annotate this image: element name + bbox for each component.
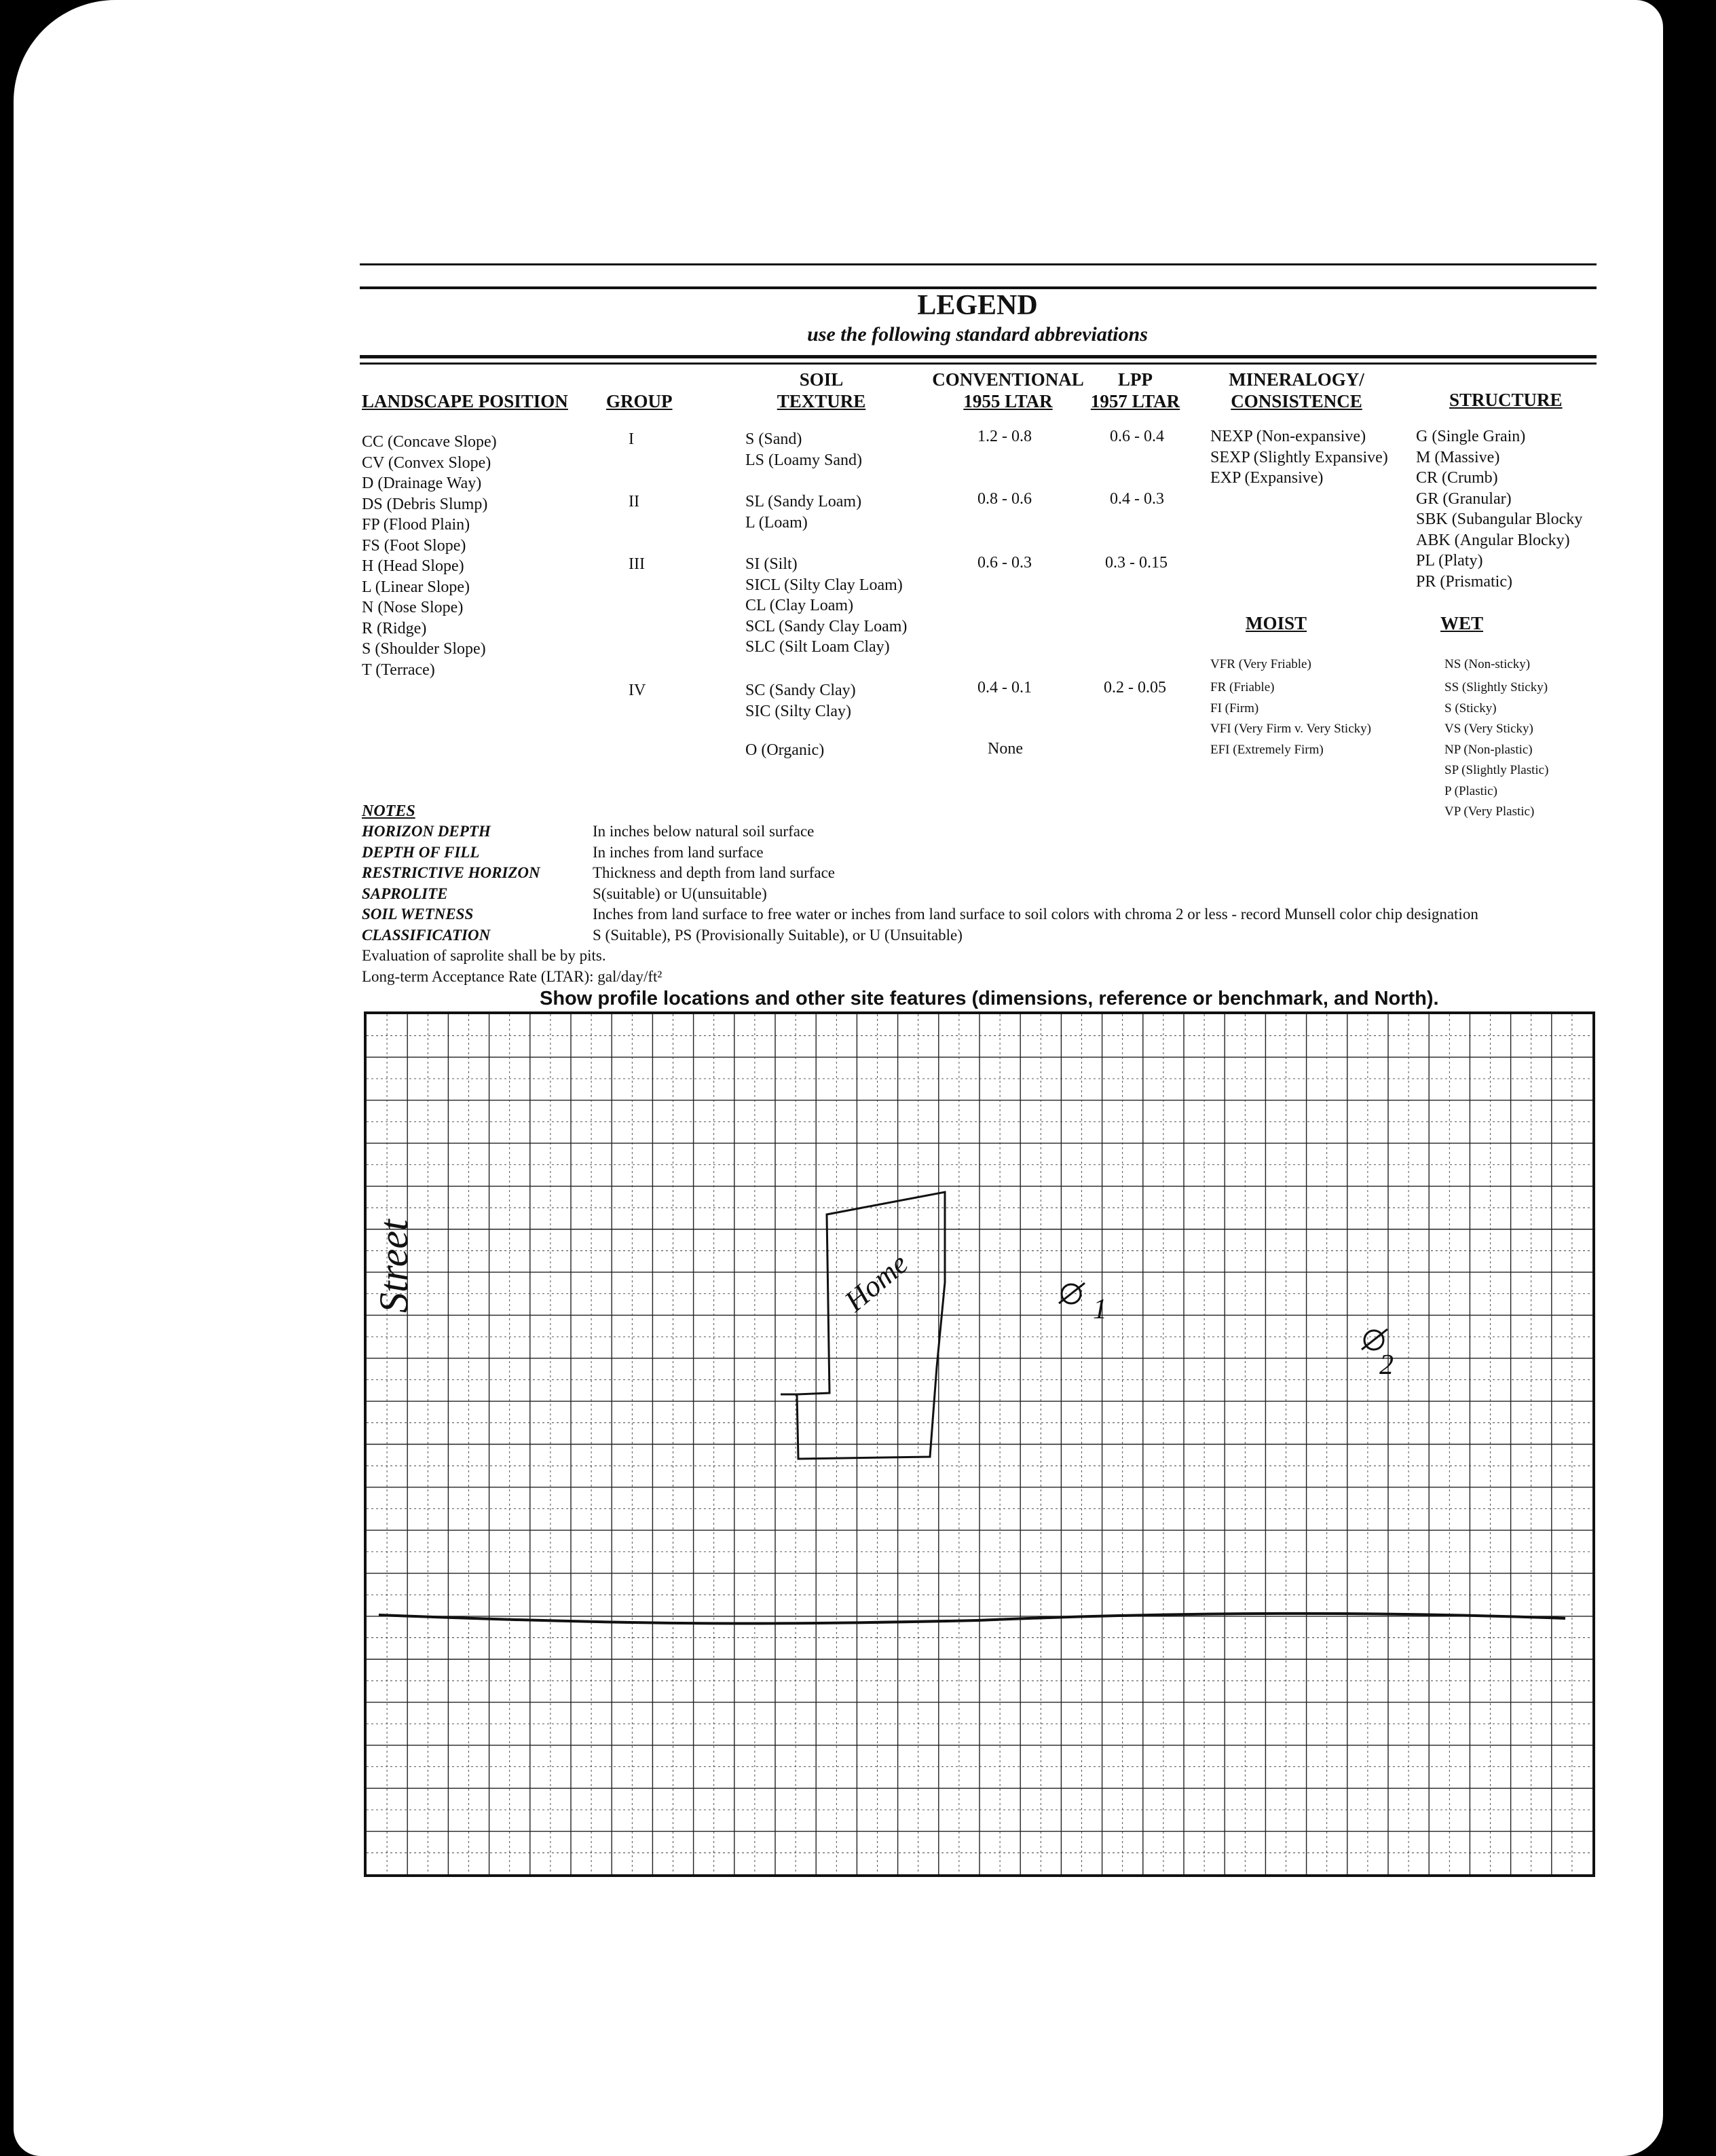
legend-title: LEGEND [917,290,1038,321]
header-lpp-top: LPP [1118,369,1153,390]
wet-item: P (Plastic) [1444,783,1497,798]
note-row [362,904,1478,925]
structure-item: PR (Prismatic) [1416,572,1512,591]
street-line [379,1614,1565,1624]
header-conventional-top: CONVENTIONAL [932,369,1084,390]
header-soil-top: SOIL [799,369,844,390]
landscape-list [362,432,497,680]
header-lpp [1086,369,1185,412]
structure-item: SBK (Subangular Blocky [1416,510,1583,528]
legend-subtitle: use the following standard abbreviations [807,323,1148,346]
moist-list [1210,654,1371,760]
moist-item: EFI (Extremely Firm) [1210,742,1324,757]
soil-texture-g2 [745,491,861,533]
note-saprolite [362,946,1478,967]
header-soil [740,369,903,412]
soil-texture-item: SIC (Silty Clay) [745,702,852,720]
wet-item: VP (Very Plastic) [1444,804,1535,819]
header-lpp-bottom: 1957 LTAR [1090,391,1180,411]
soil-texture-organic: O (Organic) [745,741,825,759]
soil-texture-g3 [745,554,907,658]
landscape-item: CV (Convex Slope) [362,453,491,472]
header-conventional [930,369,1086,412]
soil-texture-item: CL (Clay Loam) [745,597,854,614]
landscape-item: S (Shoulder Slope) [362,640,486,658]
mineralogy-item: EXP (Expansive) [1210,469,1324,487]
profile-1-label: 1 [1093,1294,1107,1325]
mineralogy-item: SEXP (Slightly Expansive) [1210,448,1388,466]
group-i: I [629,430,634,448]
note-row [362,863,1478,884]
moist-item: FI (Firm) [1210,701,1259,715]
note-text: In inches below natural soil surface [593,823,815,840]
conventional-g4: 0.4 - 0.1 [977,679,1032,696]
structure-item: GR (Granular) [1416,489,1512,508]
notes-list [362,821,1478,987]
legend-rule [360,355,1597,358]
header-mineralogy [1198,369,1395,412]
home-outline [781,1192,945,1459]
mineralogy-list [1210,426,1388,489]
header-wet: WET [1440,613,1484,633]
street-label: Street [371,1219,416,1313]
landscape-item: H (Head Slope) [362,557,464,575]
note-saprolite-text: Evaluation of saprolite shall be by pits. [362,947,606,964]
conventional-g2: 0.8 - 0.6 [977,490,1032,508]
soil-texture-item: SICL (Silty Clay Loam) [745,576,903,594]
top-rule [360,263,1597,265]
structure-item: M (Massive) [1416,448,1500,466]
moist-item: VFR (Very Friable) [1210,657,1311,671]
soil-texture-item: S (Sand) [745,430,802,448]
wet-list [1444,654,1548,823]
note-label: SAPROLITE [362,885,448,902]
sketch-instruction: Show profile locations and other site features (dimensions, reference or benchmark, and North). [540,988,1439,1009]
soil-texture-item: SLC (Silt Loam Clay) [745,638,890,656]
note-label: CLASSIFICATION [362,926,491,944]
note-row [362,925,1478,946]
note-label: HORIZON DEPTH [362,823,491,840]
header-landscape: LANDSCAPE POSITION [362,391,568,411]
soil-texture-g1 [745,429,862,470]
wet-item: NS (Non-sticky) [1444,657,1531,671]
note-text: Inches from land surface to free water or inches from land surface to soil colors with chroma 2 or less - record Munsell color chip designation [593,906,1478,923]
soil-texture-item: SL (Sandy Loam) [745,493,862,510]
legend-rule-2 [360,363,1597,365]
header-mineralogy-bottom: CONSISTENCE [1231,391,1362,411]
group-ii: II [629,493,639,510]
note-row [362,884,1478,905]
note-label: DEPTH OF FILL [362,843,480,861]
note-ltar-text: Long-term Acceptance Rate (LTAR): gal/day/ft² [362,967,663,985]
note-text: S (Suitable), PS (Provisionally Suitable), or U (Unsuitable) [593,926,963,944]
soil-texture-item: L (Loam) [745,513,808,532]
header-moist: MOIST [1246,613,1307,633]
moist-item: VFI (Very Firm v. Very Sticky) [1210,722,1371,736]
note-label: RESTRICTIVE HORIZON [362,864,540,881]
header-conventional-bottom: 1955 LTAR [963,391,1053,411]
group-iv: IV [629,682,646,699]
soil-texture-item: SC (Sandy Clay) [745,682,856,699]
header-mineralogy-top: MINERALOGY/ [1229,369,1364,390]
wet-item: SS (Slightly Sticky) [1444,680,1548,694]
note-text: S(suitable) or U(unsuitable) [593,885,767,902]
handwriting-layer [367,1014,1592,1874]
wet-item: S (Sticky) [1444,701,1497,715]
lpp-g2: 0.4 - 0.3 [1110,490,1164,508]
note-text: In inches from land surface [593,843,764,861]
conventional-g1: 1.2 - 0.8 [977,428,1032,445]
conventional-g3: 0.6 - 0.3 [977,554,1032,572]
structure-item: ABK (Angular Blocky) [1416,531,1570,549]
note-row [362,821,1478,842]
site-sketch-grid [364,1011,1595,1877]
mineralogy-item: NEXP (Non-expansive) [1210,428,1366,445]
header-soil-bottom: TEXTURE [777,391,866,411]
structure-list [1416,426,1582,592]
landscape-item: T (Terrace) [362,661,435,679]
note-label: SOIL WETNESS [362,906,474,923]
home-label: Home [838,1246,914,1318]
moist-item: FR (Friable) [1210,680,1275,694]
landscape-item: DS (Debris Slump) [362,495,488,513]
structure-item: PL (Platy) [1416,552,1483,570]
group-iii: III [629,555,645,573]
structure-item: CR (Crumb) [1416,469,1498,487]
landscape-item: FS (Foot Slope) [362,536,466,555]
notes-heading: NOTES [362,802,415,820]
soil-texture-item: SI (Silt) [745,555,798,573]
landscape-item: D (Drainage Way) [362,475,482,492]
soil-texture-g4 [745,680,856,722]
header-group: GROUP [606,391,673,411]
lpp-g3: 0.3 - 0.15 [1105,554,1168,572]
wet-item: NP (Non-plastic) [1444,742,1533,757]
wet-item: VS (Very Sticky) [1444,722,1533,736]
lpp-g1: 0.6 - 0.4 [1110,428,1164,445]
landscape-item: L (Linear Slope) [362,578,470,596]
landscape-item: N (Nose Slope) [362,599,464,616]
soil-texture-item: LS (Loamy Sand) [745,451,862,469]
conventional-organic: None [988,740,1023,758]
note-text: Thickness and depth from land surface [593,864,836,881]
note-row [362,842,1478,863]
soil-texture-item: SCL (Sandy Clay Loam) [745,617,908,635]
wet-item: SP (Slightly Plastic) [1444,763,1549,777]
header-structure: STRUCTURE [1449,390,1563,410]
note-ltar [362,967,1478,988]
lpp-g4: 0.2 - 0.05 [1104,679,1166,696]
structure-item: G (Single Grain) [1416,428,1526,445]
landscape-item: FP (Flood Plain) [362,516,470,534]
profile-2-label: 2 [1379,1350,1394,1381]
landscape-item: R (Ridge) [362,619,427,637]
landscape-item: CC (Concave Slope) [362,433,497,451]
